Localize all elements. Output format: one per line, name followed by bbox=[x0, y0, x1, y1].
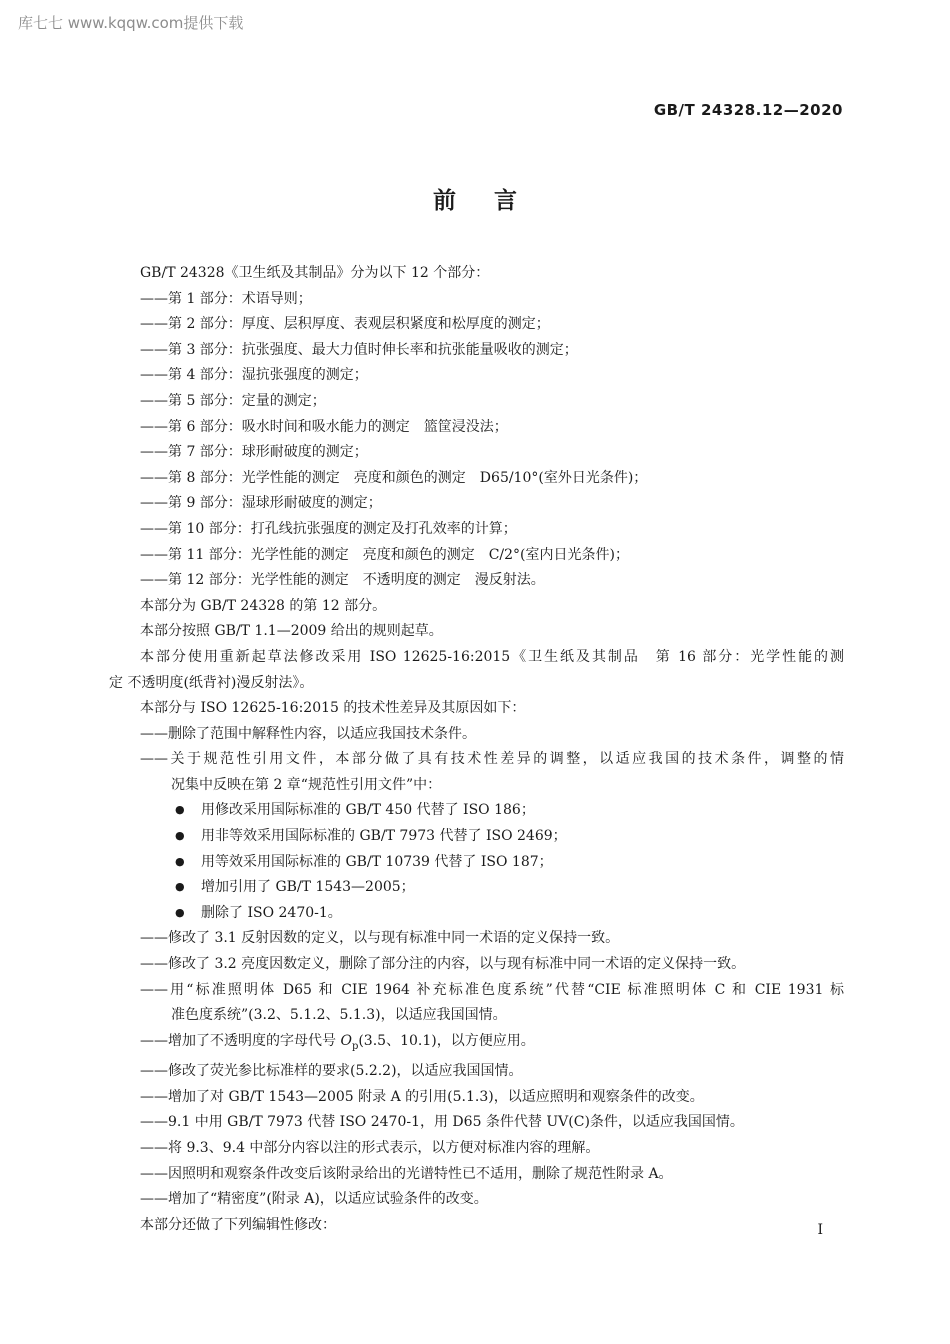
difference-item: ——修改了荧光参比标准样的要求(5.2.2)，以适应我国国情。 bbox=[140, 1063, 523, 1080]
difference-item: ——关于规范性引用文件，本部分做了具有技术性差异的调整，以适应我国的技术条件，调整的情 bbox=[140, 751, 844, 768]
intro-paragraph: GB/T 24328《卫生纸及其制品》分为以下 12 个部分： bbox=[140, 265, 490, 281]
opacity-subscript: p bbox=[351, 1040, 359, 1052]
part-item: ——第 9 部分：湿球形耐破度的测定； bbox=[140, 495, 382, 512]
difference-item: ——因照明和观察条件改变后该附录给出的光谱特性已不适用，删除了规范性附录 A。 bbox=[140, 1165, 673, 1182]
paragraph-adoption: 本部分使用重新起草法修改采用 ISO 12625-16:2015《卫生纸及其制品 第 16 部分：光学性能的测 bbox=[140, 648, 844, 665]
document-body bbox=[109, 261, 844, 1238]
difference-item: ——增加了“精密度”(附录 A)，以适应试验条件的改变。 bbox=[140, 1191, 488, 1208]
bullet-item: ● 增加引用了 GB/T 1543—2005； bbox=[109, 875, 844, 901]
difference-text: ——增加了不透明度的字母代号 bbox=[140, 1032, 341, 1049]
page-number: I bbox=[817, 1222, 823, 1238]
part-item: ——第 12 部分：光学性能的测定 不透明度的测定 漫反射法。 bbox=[140, 572, 545, 589]
difference-item: ——修改了 3.1 反射因数的定义，以与现有标准中同一术语的定义保持一致。 bbox=[140, 930, 620, 947]
difference-item: ——9.1 中用 GB/T 7973 代替 ISO 2470-1，用 D65 条件代替 UV(C)条件，以适应我国国情。 bbox=[140, 1114, 744, 1131]
difference-item: ——修改了 3.2 亮度因数定义，删除了部分注的内容，以与现有标准中同一术语的定义保持一致。 bbox=[140, 956, 746, 973]
difference-item-cont: 况集中反映在第 2 章“规范性引用文件”中： bbox=[171, 776, 442, 793]
part-item: ——第 3 部分：抗张强度、最大力值时伸长率和抗张能量吸收的测定； bbox=[140, 341, 578, 358]
bullet-item: ● 用修改采用国际标准的 GB/T 450 代替了 ISO 186； bbox=[109, 798, 844, 824]
part-item: ——第 2 部分：厚度、层积厚度、表观层积紧度和松厚度的测定； bbox=[140, 316, 550, 333]
bullet-item: ● 用非等效采用国际标准的 GB/T 7973 代替了 ISO 2469； bbox=[109, 824, 844, 850]
part-item: ——第 8 部分：光学性能的测定 亮度和颜色的测定 D65/10°(室外日光条件)； bbox=[140, 469, 648, 486]
part-item: ——第 11 部分：光学性能的测定 亮度和颜色的测定 C/2°(室内日光条件)； bbox=[140, 546, 629, 563]
paragraph-adoption-cont: 定 不透明度(纸背衬)漫反射法》。 bbox=[109, 674, 314, 691]
difference-item: ——删除了范围中解释性内容，以适应我国技术条件。 bbox=[140, 725, 476, 742]
paragraph-drafted: 本部分按照 GB/T 1.1—2009 给出的规则起草。 bbox=[140, 623, 443, 640]
part-item: ——第 4 部分：湿抗张强度的测定； bbox=[140, 367, 368, 384]
difference-item-cont: 准色度系统”(3.2、5.1.2、5.1.3)，以适应我国国情。 bbox=[171, 1007, 507, 1024]
standard-number: GB/T 24328.12—2020 bbox=[653, 101, 843, 119]
difference-item: ——增加了对 GB/T 1543—2005 附录 A 的引用(5.1.3)，以适应照明和观察条件的改变。 bbox=[140, 1088, 704, 1105]
difference-item: ——将 9.3、9.4 中部分内容以注的形式表示，以方便对标准内容的理解。 bbox=[140, 1139, 600, 1156]
difference-text: (3.5、10.1)，以方便应用。 bbox=[358, 1032, 535, 1049]
part-item: ——第 7 部分：球形耐破度的测定； bbox=[140, 444, 368, 461]
paragraph-editorial: 本部分还做了下列编辑性修改： bbox=[140, 1216, 336, 1233]
bullet-item: ● 用等效采用国际标准的 GB/T 10739 代替了 ISO 187； bbox=[109, 850, 844, 876]
page-title: 前言 bbox=[433, 188, 555, 214]
part-item: ——第 1 部分：术语导则； bbox=[140, 290, 312, 307]
part-item: ——第 6 部分：吸水时间和吸水能力的测定 篮筐浸没法； bbox=[140, 418, 508, 435]
paragraph-part-of: 本部分为 GB/T 24328 的第 12 部分。 bbox=[140, 597, 387, 614]
bullet-item: ● 删除了 ISO 2470-1。 bbox=[109, 901, 844, 927]
paragraph-differences: 本部分与 ISO 12625-16:2015 的技术性差异及其原因如下： bbox=[140, 700, 526, 717]
part-item: ——第 10 部分：打孔线抗张强度的测定及打孔效率的计算； bbox=[140, 520, 517, 537]
opacity-symbol: O bbox=[340, 1032, 352, 1049]
part-item: ——第 5 部分：定量的测定； bbox=[140, 392, 326, 409]
watermark-text: 库七七 www.kqqw.com提供下载 bbox=[18, 14, 244, 32]
difference-item bbox=[109, 1029, 844, 1059]
difference-item: ——用“标准照明体 D65 和 CIE 1964 补充标准色度系统”代替“CIE 标准照明体 C 和 CIE 1931 标 bbox=[140, 981, 844, 998]
